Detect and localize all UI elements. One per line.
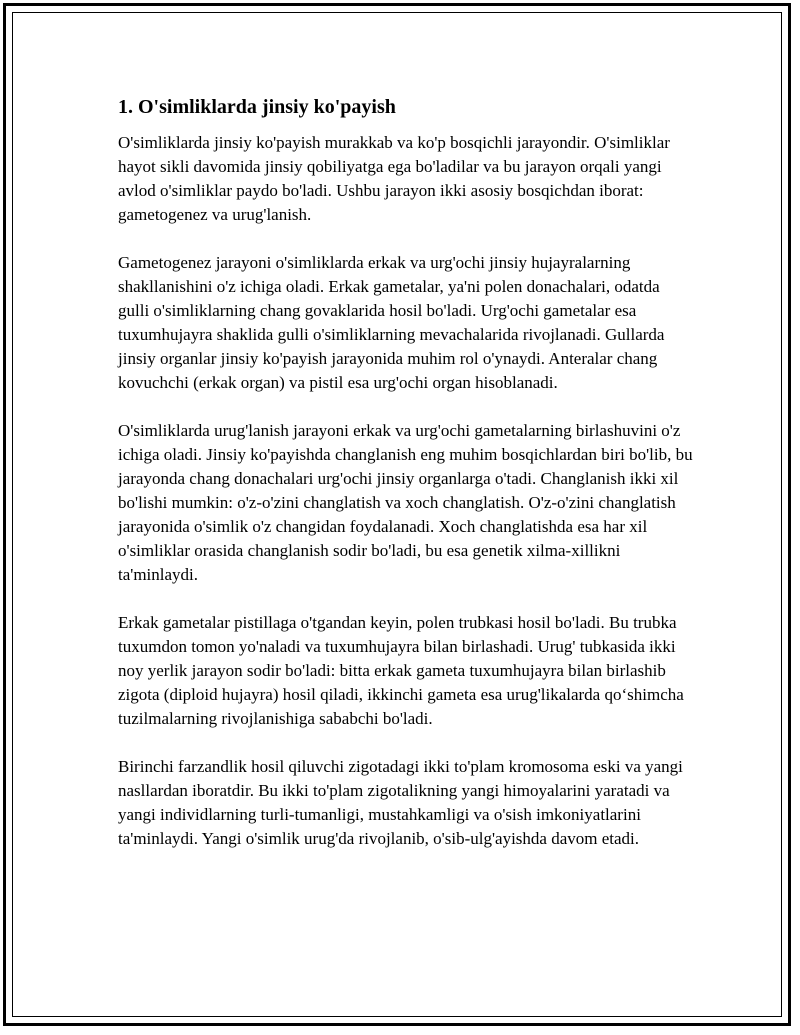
paragraph-1: O'simliklarda jinsiy ko'payish murakkab va ko'p bosqichli jarayondir. O'simliklar hayot sikli davomida jinsiy qobiliyatga ega bo'ladilar va bu jarayon orqali yangi avlod o'simliklar paydo bo'ladi. Ushbu jarayon ikki asosiy bosqichdan iborat: gametogenez va urug'lanish. bbox=[118, 133, 670, 224]
section-title: 1. O'simliklarda jinsiy ko'payish bbox=[118, 96, 396, 118]
document-body bbox=[118, 94, 693, 875]
paragraph-2: Gametogenez jarayoni o'simliklarda erkak va urg'ochi jinsiy hujayralarning shakllanishini o'z ichiga oladi. Erkak gametalar, ya'ni polen donachalari, odatda gulli o'simliklarning chang govaklarida hosil bo'ladi. Urg'ochi gametalar esa tuxumhujayra shaklida gulli o'simliklarning mevachalarida rivojlanadi. Gullarda jinsiy organlar jinsiy ko'payish jarayonida muhim rol o'ynaydi. Anteralar chang kovuchchi (erkak organ) va pistil esa urg'ochi organ hisoblanadi. bbox=[118, 253, 665, 392]
paragraph-5: Birinchi farzandlik hosil qiluvchi zigotadagi ikki to'plam kromosoma eski va yangi nasllardan iboratdir. Bu ikki to'plam zigotalikning yangi himoyalarini yaratadi va yangi individlarning turli-tumanligi, mustahkamligi va o'sish imkoniyatlarini ta'minlaydi. Yangi o'simlik urug'da rivojlanib, o'sib-ulg'ayishda davom etadi. bbox=[118, 757, 683, 848]
paragraph-3: O'simliklarda urug'lanish jarayoni erkak va urg'ochi gametalarning birlashuvini o'z ichiga oladi. Jinsiy ko'payishda changlanish eng muhim bosqichlardan biri bo'lib, bu jarayonda chang donachalari urg'ochi jinsiy organlarga o'tadi. Changlanish ikki xil bo'lishi mumkin: o'z-o'zini changlatish va xoch changlatish. O'z-o'zini changlatish jarayonida o'simlik o'z changidan foydalanadi. Xoch changlatishda esa har xil o'simliklar orasida changlanish sodir bo'ladi, bu esa genetik xilma-xillikni ta'minlaydi. bbox=[118, 421, 693, 584]
paragraph-4: Erkak gametalar pistillaga o'tgandan keyin, polen trubkasi hosil bo'ladi. Bu trubka tuxumdon tomon yo'naladi va tuxumhujayra bilan birlashadi. Urug' tubkasida ikki noy yerlik jarayon sodir bo'ladi: bitta erkak gameta tuxumhujayra bilan birlashib zigota (diploid hujayra) hosil qiladi, ikkinchi gameta esa urug'likalarda qo‘shimcha tuzilmalarning rivojlanishiga sababchi bo'ladi. bbox=[118, 613, 684, 728]
